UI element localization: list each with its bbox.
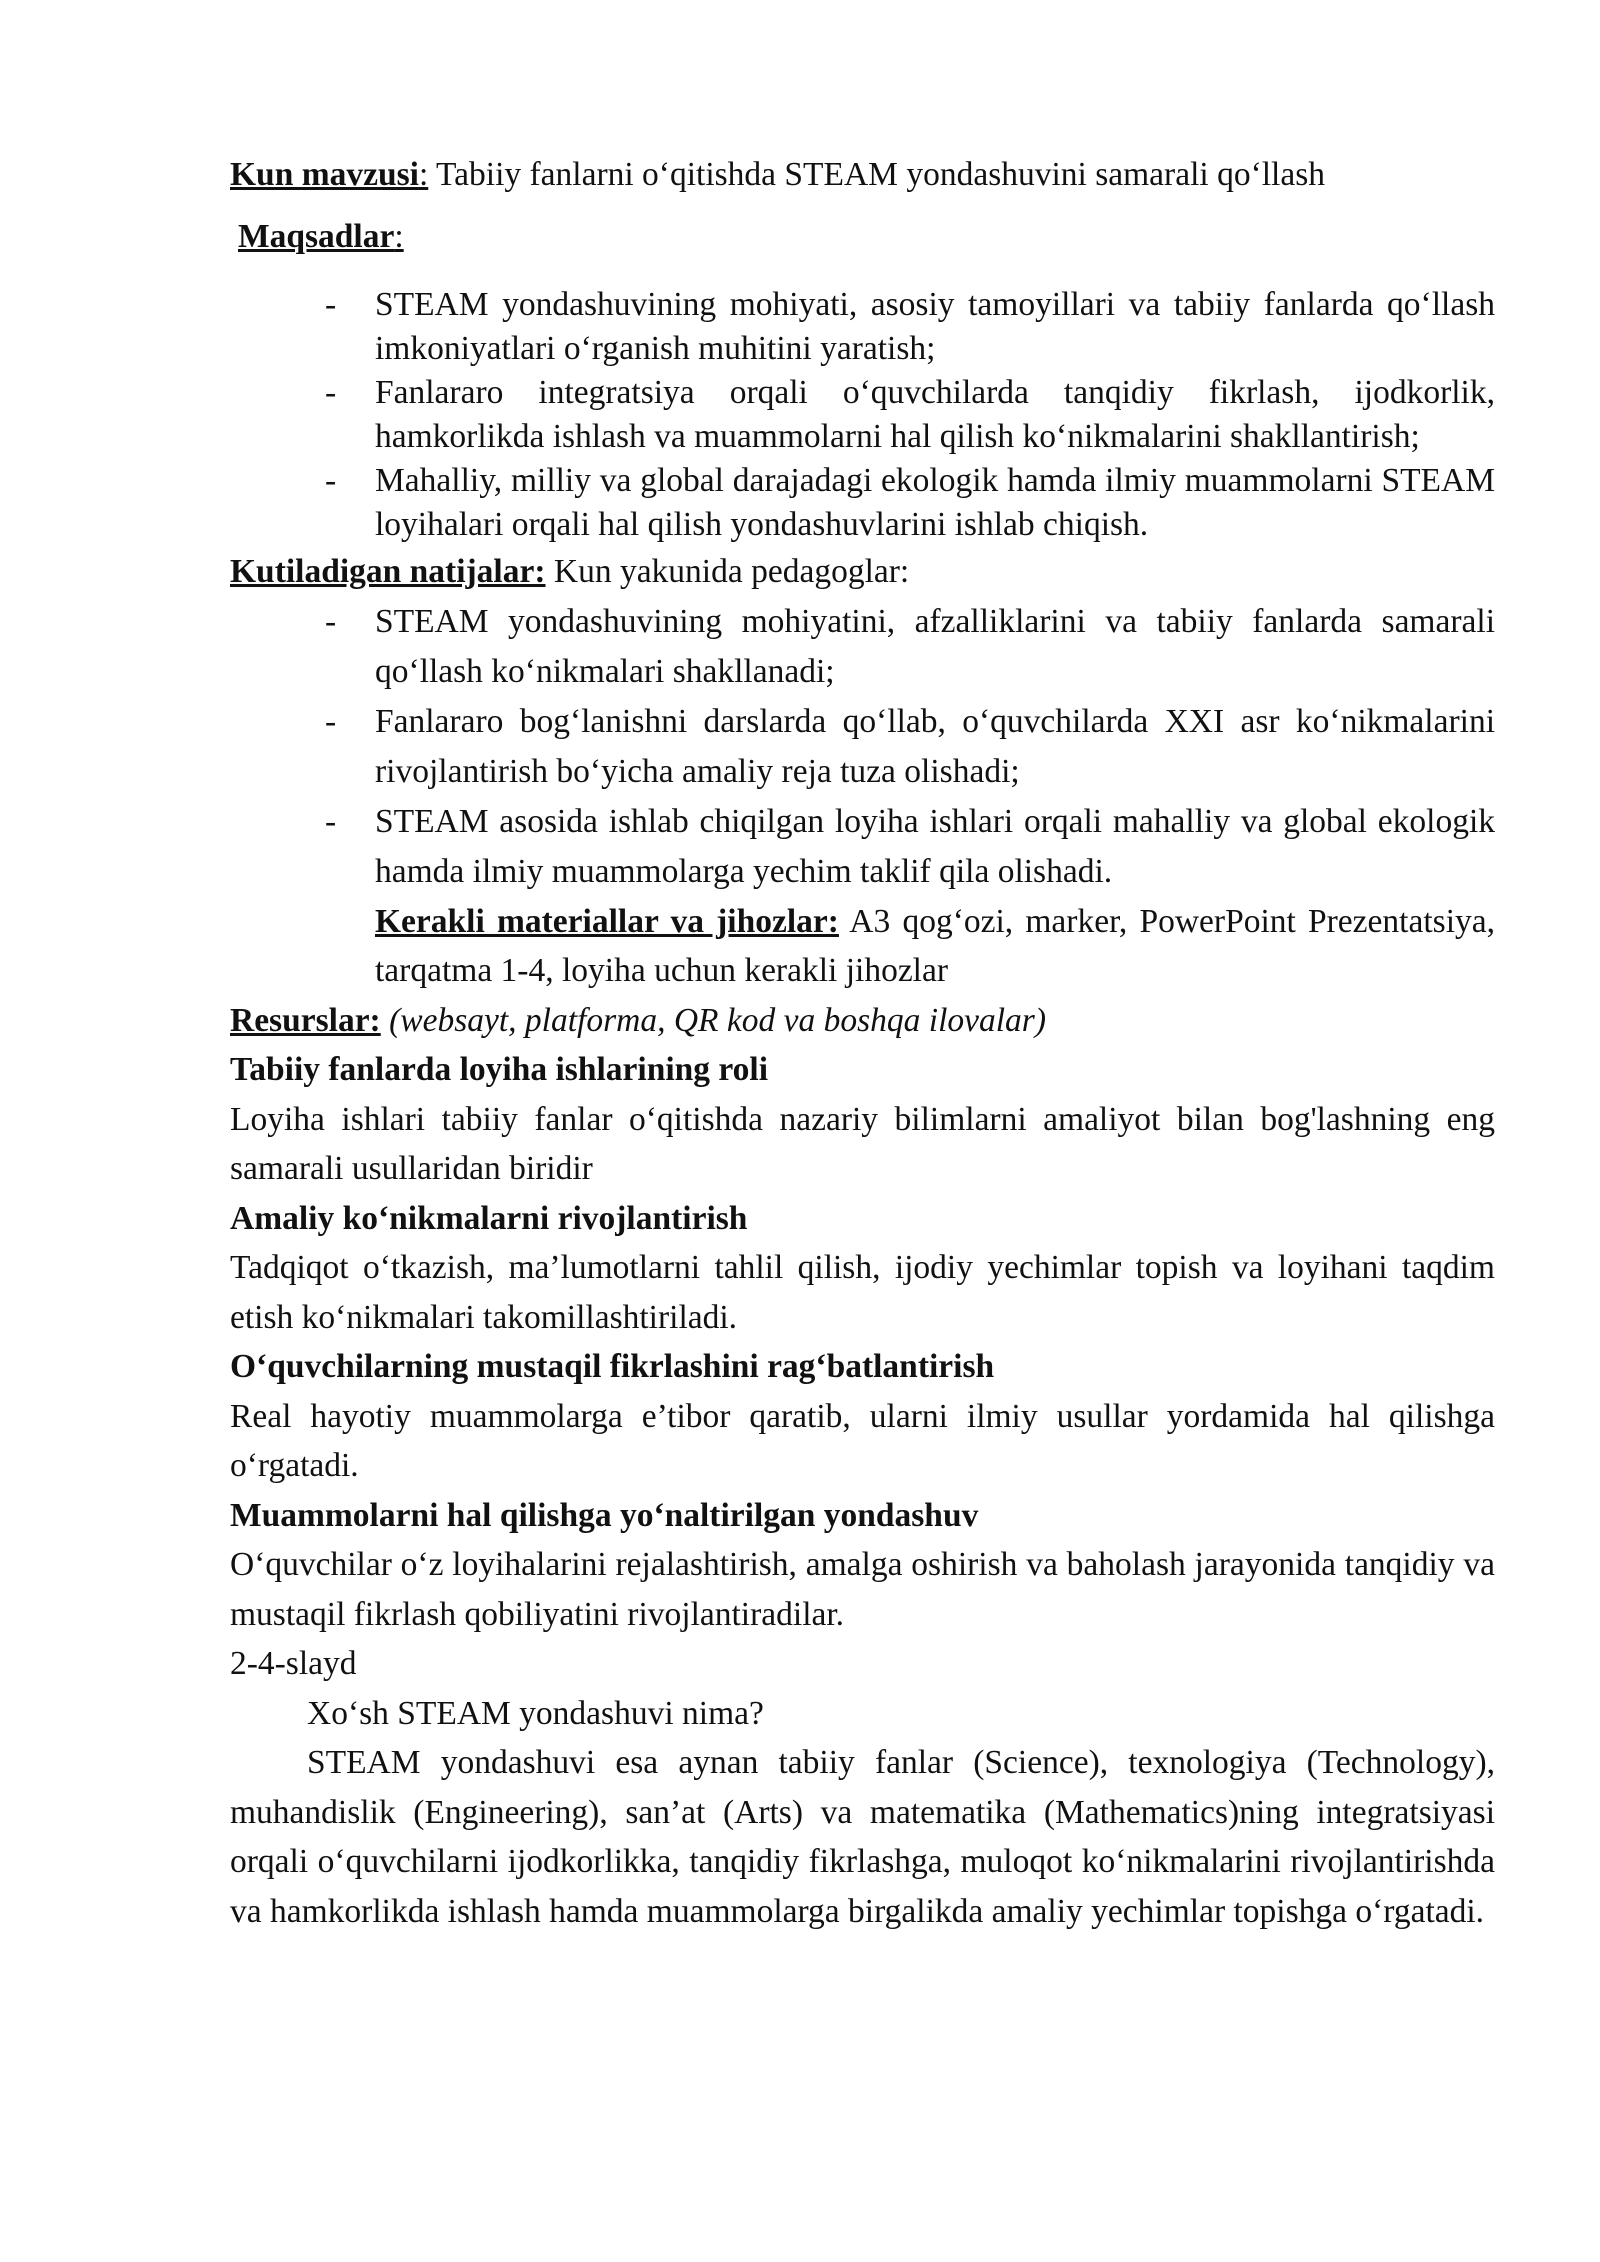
section-text: O‘quvchilar o‘z loyihalarini rejalashtirish, amalga oshirish va baholash jarayonida tanqidiy va mustaqil fikrlash qobiliyatini rivojlantiradilar. xyxy=(230,1546,1495,1633)
goal-text: Mahalliy, milliy va global darajadagi ekologik hamda ilmiy muammolarni STEAM loyihalari orqali hal qilish yondashuvlarini ishlab chiqish. xyxy=(375,462,1495,543)
topic-line xyxy=(230,150,1495,200)
results-label: Kutiladigan natijalar: xyxy=(230,553,546,590)
goal-text: Fanlararo integratsiya orqali o‘quvchilarda tanqidiy fikrlash, ijodkorlik, hamkorlikda ishlash va muammolarni hal qilish ko‘nikmalarini shakllantirish; xyxy=(375,374,1495,455)
results-line xyxy=(230,547,1495,597)
section-text: Loyiha ishlari tabiiy fanlar o‘qitishda nazariy bilimlarni amaliyot bilan bog'lashning eng samarali usullaridan biridir xyxy=(230,1100,1495,1187)
goal-text: STEAM yondashuvining mohiyati, asosiy tamoyillari va tabiiy fanlarda qo‘llash imkoniyatlari o‘rganish muhitini yaratish; xyxy=(375,286,1495,367)
dash-bullet: - xyxy=(325,602,337,640)
resources-label: Resurslar: xyxy=(230,1001,381,1039)
result-text: Fanlararo bog‘lanishni darslarda qo‘llab, o‘quvchilarda XXI asr ko‘nikmalarini rivojlantirish bo‘yicha amaliy reja tuza olishadi; xyxy=(375,702,1495,790)
dash-bullet: - xyxy=(325,702,337,740)
topic-colon: : xyxy=(418,156,429,193)
goal-item xyxy=(230,371,1495,459)
dash-bullet: - xyxy=(325,374,337,411)
dash-bullet: - xyxy=(325,286,337,323)
results-list xyxy=(230,597,1495,897)
resources-text: (websayt, platforma, QR kod va boshqa ilovalar) xyxy=(380,1001,1046,1039)
topic-text: Tabiiy fanlarni o‘qitishda STEAM yondashuvini samarali qo‘llash xyxy=(428,156,1325,193)
goal-item xyxy=(230,459,1495,547)
result-item xyxy=(230,797,1495,897)
document-page xyxy=(230,150,1495,1936)
goals-list xyxy=(230,283,1495,547)
dash-bullet: - xyxy=(325,802,337,840)
topic-label: Kun mavzusi xyxy=(230,156,419,193)
resources-line xyxy=(230,996,1495,1046)
materials-line xyxy=(230,897,1495,996)
dash-bullet: - xyxy=(325,462,337,499)
slide-reference: 2-4-slayd xyxy=(230,1645,357,1682)
result-text: STEAM asosida ishlab chiqilgan loyiha ishlari orqali mahalliy va global ekologik hamda ilmiy muammolarga yechim taklif qila olishadi. xyxy=(375,802,1495,890)
result-item xyxy=(230,697,1495,797)
result-item xyxy=(230,597,1495,697)
results-intro: Kun yakunida pedagoglar: xyxy=(545,553,910,590)
goals-colon: : xyxy=(394,217,404,255)
section-heading: Muammolarni hal qilishga yo‘naltirilgan yondashuv xyxy=(230,1496,979,1534)
materials-label: Kerakli materiallar va jihozlar: xyxy=(375,902,839,940)
section-text: Tadqiqot o‘tkazish, ma’lumotlarni tahlil qilish, ijodiy yechimlar topish va loyihani taqdim etish ko‘nikmalari takomillashtiriladi. xyxy=(230,1249,1495,1336)
section-heading: Amaliy ko‘nikmalarni rivojlantirish xyxy=(230,1199,748,1237)
question-line: Xo‘sh STEAM yondashuvi nima? xyxy=(307,1694,764,1732)
goals-heading xyxy=(230,212,1495,262)
result-text: STEAM yondashuvining mohiyatini, afzalliklarini va tabiiy fanlarda samarali qo‘llash ko‘nikmalari shakllanadi; xyxy=(375,602,1495,690)
section-text: Real hayotiy muammolarga e’tibor qaratib, ularni ilmiy usullar yordamida hal qilishga o‘rgatadi. xyxy=(230,1397,1495,1484)
section-heading: Tabiiy fanlarda loyiha ishlarining roli xyxy=(230,1051,769,1088)
steam-paragraph: STEAM yondashuvi esa aynan tabiiy fanlar (Science), texnologiya (Technology), muhandislik (Engineering), san’at (Arts) va matematika (Mathematics)ning integratsiyasi orqali o‘quvchilarni ijodkorlikka, tanqidiy fikrlashga, muloqot ko‘nikmalarini rivojlantirishda va hamkorlikda ishlash hamda muammolarga birgalikda amaliy yechimlar topishga o‘rgatadi. xyxy=(230,1744,1495,1930)
goal-item xyxy=(230,283,1495,371)
section-heading: O‘quvchilarning mustaqil fikrlashini rag‘batlantirish xyxy=(230,1348,995,1385)
materials-text: A3 qog‘ozi, marker, PowerPoint Prezentatsiya, tarqatma 1-4, loyiha uchun kerakli jihozlar xyxy=(375,902,1495,989)
goals-label: Maqsadlar xyxy=(238,217,395,255)
